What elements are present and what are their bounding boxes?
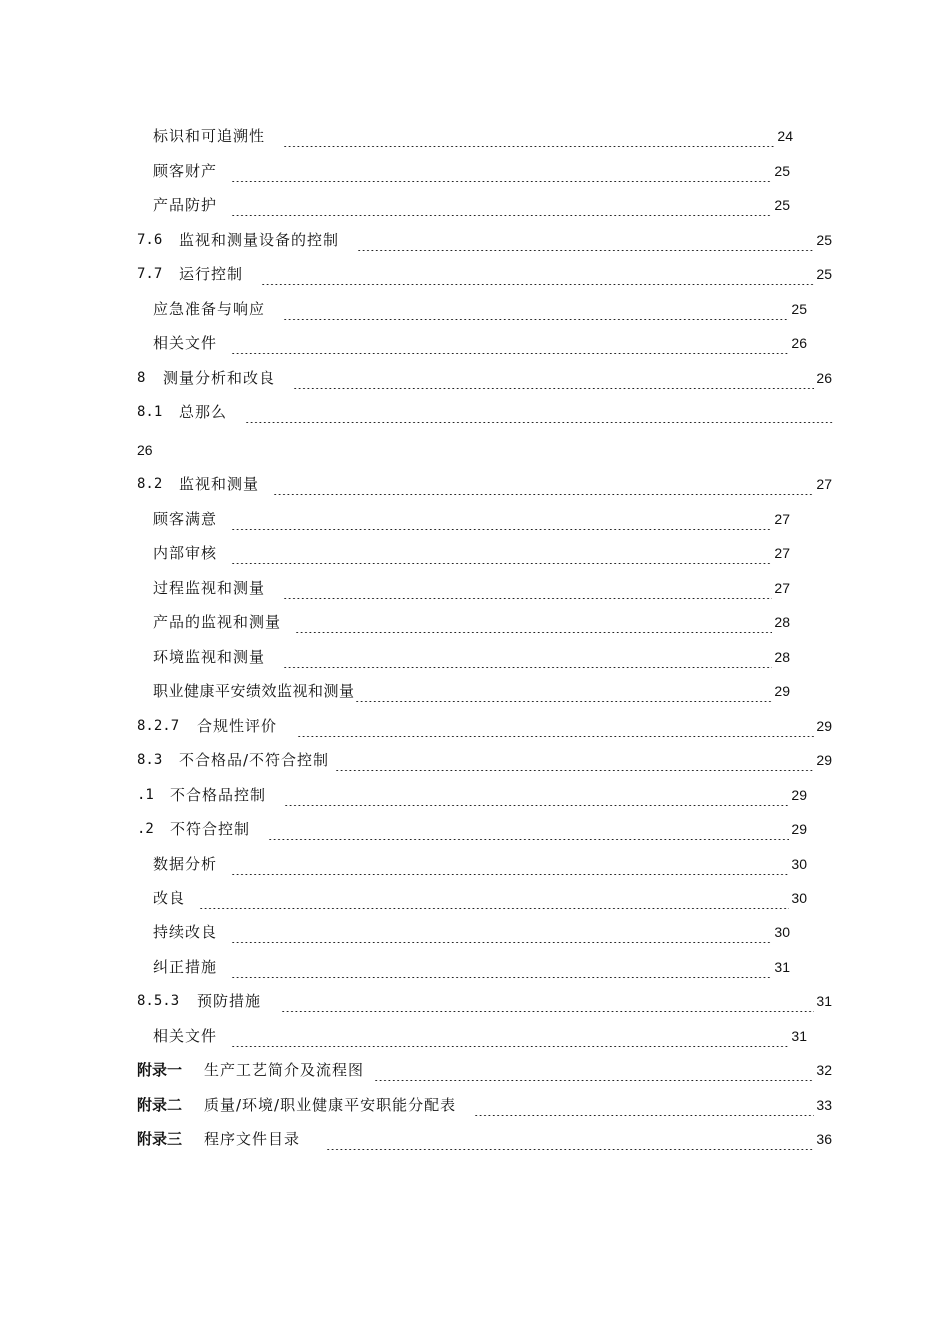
toc-leader-dots bbox=[357, 229, 814, 251]
toc-entry-title: 合规性评价 bbox=[197, 717, 278, 735]
toc-entry[interactable] bbox=[137, 784, 807, 806]
toc-leader-dots bbox=[231, 332, 789, 354]
toc-entry-number: 附录三 bbox=[137, 1130, 183, 1148]
toc-entry-number: 7.7 bbox=[137, 266, 163, 282]
toc-entry[interactable] bbox=[137, 229, 832, 251]
toc-leader-dots bbox=[293, 367, 814, 389]
toc-entry-title: 程序文件目录 bbox=[204, 1130, 301, 1148]
toc-leader-dots bbox=[273, 473, 814, 495]
toc-entry[interactable] bbox=[153, 542, 790, 564]
toc-entry-page: 27 bbox=[816, 476, 832, 492]
toc-leader-dots bbox=[283, 298, 789, 320]
toc-entry-title: 顾客满意 bbox=[153, 510, 218, 528]
toc-entry-title: 持续改良 bbox=[153, 923, 218, 941]
toc-entry[interactable] bbox=[153, 956, 790, 978]
toc-leader-dots bbox=[284, 784, 789, 806]
toc-leader-dots bbox=[231, 194, 772, 216]
toc-entry-page: 33 bbox=[816, 1097, 832, 1113]
toc-entry[interactable] bbox=[137, 473, 832, 495]
toc-entry-title: 相关文件 bbox=[153, 334, 218, 352]
toc-entry-page: 27 bbox=[774, 545, 790, 561]
toc-leader-dots bbox=[326, 1128, 814, 1150]
toc-entry-title: 监视和测量 bbox=[179, 475, 260, 493]
toc-entry-title: 数据分析 bbox=[153, 855, 218, 873]
toc-entry-title: 生产工艺简介及流程图 bbox=[204, 1061, 365, 1079]
toc-entry-number: 8.1 bbox=[137, 404, 163, 420]
toc-entry[interactable] bbox=[137, 715, 832, 737]
toc-entry[interactable] bbox=[137, 367, 832, 389]
toc-entry-title: 应急准备与响应 bbox=[153, 300, 266, 318]
toc-entry-page: 29 bbox=[791, 821, 807, 837]
toc-entry[interactable] bbox=[153, 508, 790, 530]
toc-entry[interactable] bbox=[153, 853, 807, 875]
toc-entry-page: 29 bbox=[816, 752, 832, 768]
toc-entry-page: 31 bbox=[774, 959, 790, 975]
toc-entry[interactable] bbox=[137, 990, 832, 1012]
toc-entry[interactable] bbox=[153, 611, 790, 633]
toc-entry[interactable] bbox=[153, 332, 807, 354]
toc-entry-title: 质量/环境/职业健康平安职能分配表 bbox=[204, 1096, 457, 1114]
toc-entry-page: 30 bbox=[791, 890, 807, 906]
toc-entry-page: 30 bbox=[791, 856, 807, 872]
toc-entry[interactable] bbox=[153, 646, 790, 668]
toc-entry-page: 29 bbox=[774, 683, 790, 699]
toc-leader-dots bbox=[374, 1059, 814, 1081]
toc-entry[interactable] bbox=[137, 749, 832, 771]
toc-leader-dots bbox=[335, 749, 814, 771]
toc-entry-page: 32 bbox=[816, 1062, 832, 1078]
toc-entry-number: 8 bbox=[137, 370, 146, 386]
toc-entry-page: 26 bbox=[137, 442, 153, 458]
toc-entry-page: 25 bbox=[774, 163, 790, 179]
toc-entry-title: 总那么 bbox=[179, 403, 228, 421]
toc-entry[interactable] bbox=[153, 577, 790, 599]
toc-leader-dots bbox=[268, 818, 789, 840]
toc-entry-title: 标识和可追溯性 bbox=[153, 127, 266, 145]
toc-entry-title: 顾客财产 bbox=[153, 162, 218, 180]
toc-entry-number: 8.2 bbox=[137, 476, 163, 492]
toc-entry-page: 28 bbox=[774, 614, 790, 630]
toc-entry-page: 25 bbox=[816, 266, 832, 282]
toc-leader-dots bbox=[231, 542, 772, 564]
toc-entry-page: 31 bbox=[791, 1028, 807, 1044]
toc-entry-title: 监视和测量设备的控制 bbox=[179, 231, 340, 249]
toc-entry-page: 28 bbox=[774, 649, 790, 665]
toc-entry-page: 26 bbox=[816, 370, 832, 386]
toc-entry-page: 25 bbox=[816, 232, 832, 248]
toc-leader-dots bbox=[283, 125, 775, 147]
toc-entry-number: .1 bbox=[137, 787, 154, 803]
toc-leader-dots bbox=[283, 577, 772, 599]
toc-entry-page: 26 bbox=[791, 335, 807, 351]
toc-entry-title: 环境监视和测量 bbox=[153, 648, 266, 666]
toc-entry-page: 29 bbox=[791, 787, 807, 803]
toc-entry-title: 运行控制 bbox=[179, 265, 244, 283]
toc-leader-dots bbox=[261, 263, 814, 285]
toc-entry-number: 8.5.3 bbox=[137, 993, 180, 1009]
toc-entry[interactable] bbox=[153, 1025, 807, 1047]
toc-entry-number: 附录二 bbox=[137, 1096, 183, 1114]
toc-entry-page: 36 bbox=[816, 1131, 832, 1147]
toc-leader-dots bbox=[231, 1025, 789, 1047]
toc-entry-page: 31 bbox=[816, 993, 832, 1009]
toc-entry-page: 25 bbox=[791, 301, 807, 317]
toc-entry[interactable] bbox=[137, 401, 834, 423]
toc-entry-page: 24 bbox=[777, 128, 793, 144]
toc-entry[interactable] bbox=[153, 125, 793, 147]
toc-entry-number: .2 bbox=[137, 821, 154, 837]
toc-entry-page: 27 bbox=[774, 511, 790, 527]
toc-entry-title: 内部审核 bbox=[153, 544, 218, 562]
toc-entry[interactable] bbox=[137, 818, 807, 840]
toc-entry-title: 产品防护 bbox=[153, 196, 218, 214]
toc-entry-page: 27 bbox=[774, 580, 790, 596]
toc-entry[interactable] bbox=[137, 1094, 832, 1116]
toc-entry-title: 不合格品/不符合控制 bbox=[179, 751, 330, 769]
toc-entry-page: 30 bbox=[774, 924, 790, 940]
toc-entry-title: 测量分析和改良 bbox=[163, 369, 276, 387]
toc-leader-dots bbox=[355, 680, 773, 702]
toc-leader-dots bbox=[295, 611, 772, 633]
toc-entry[interactable] bbox=[153, 298, 807, 320]
toc-entry-page: 25 bbox=[774, 197, 790, 213]
toc-leader-dots bbox=[231, 160, 772, 182]
toc-leader-dots bbox=[283, 646, 772, 668]
toc-entry-title: 不符合控制 bbox=[170, 820, 251, 838]
toc-leader-dots bbox=[297, 715, 814, 737]
toc-entry-title: 职业健康平安绩效监视和测量 bbox=[153, 682, 355, 700]
toc-entry[interactable] bbox=[137, 1059, 832, 1081]
toc-entry-number: 8.3 bbox=[137, 752, 163, 768]
toc-entry[interactable] bbox=[137, 263, 832, 285]
toc-entry-title: 纠正措施 bbox=[153, 958, 218, 976]
toc-entry[interactable] bbox=[153, 160, 790, 182]
toc-entry-number: 7.6 bbox=[137, 232, 163, 248]
toc-entry[interactable] bbox=[153, 921, 790, 943]
toc-entry-number: 8.2.7 bbox=[137, 718, 180, 734]
toc-entry[interactable] bbox=[153, 680, 790, 702]
toc-leader-dots bbox=[231, 956, 772, 978]
toc-entry[interactable] bbox=[137, 1128, 832, 1150]
toc-leader-dots bbox=[245, 401, 834, 423]
toc-entry-title: 改良 bbox=[153, 889, 186, 907]
toc-entry-page: 29 bbox=[816, 718, 832, 734]
toc-entry-title: 产品的监视和测量 bbox=[153, 613, 282, 631]
toc-leader-dots bbox=[199, 887, 789, 909]
toc-leader-dots bbox=[231, 508, 772, 530]
toc-entry[interactable] bbox=[153, 887, 807, 909]
toc-entry-title: 过程监视和测量 bbox=[153, 579, 266, 597]
toc-entry[interactable] bbox=[153, 194, 790, 216]
toc-entry-title: 不合格品控制 bbox=[170, 786, 267, 804]
toc-leader-dots bbox=[474, 1094, 814, 1116]
toc-leader-dots bbox=[231, 853, 789, 875]
toc-entry-number: 附录一 bbox=[137, 1061, 183, 1079]
toc-leader-dots bbox=[231, 921, 772, 943]
toc-entry-title: 相关文件 bbox=[153, 1027, 218, 1045]
toc-entry-title: 预防措施 bbox=[197, 992, 262, 1010]
toc-leader-dots bbox=[281, 990, 814, 1012]
